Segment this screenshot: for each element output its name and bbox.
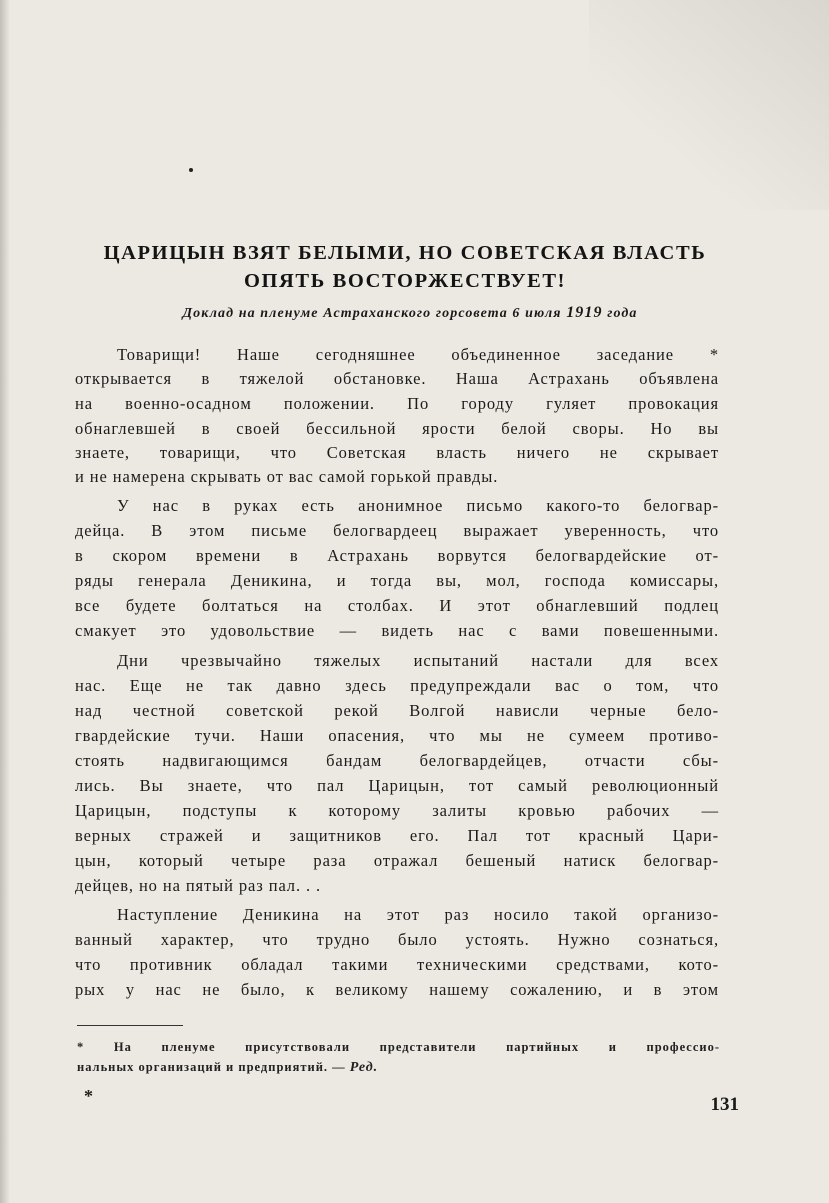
body-line: Товарищи! Наше сегодняшнее объединенное заседание * (117, 345, 719, 364)
chapter-title-line-2: ОПЯТЬ ВОСТОРЖЕСТВУЕТ! (243, 270, 567, 292)
subtitle-suffix: года (607, 306, 638, 321)
body-line: обнаглевшей в своей бессильной ярости белой своры. Но вы (75, 419, 719, 438)
body-line: что противник обладал такими техническими средствами, кото- (75, 955, 719, 974)
body-line: верных стражей и защитников его. Пал тот красный Цари- (75, 826, 719, 845)
body-line: над честной советской рекой Волгой нависли черные бело- (75, 701, 719, 720)
body-line: дейца. В этом письме белогвардеец выражает уверенность, что (75, 521, 719, 540)
body-line: гвардейские тучи. Наши опасения, что мы не сумеем противо- (75, 726, 719, 745)
body-line: все будете болтаться на столбах. И этот обнаглевший подлец (75, 596, 719, 615)
page-number: 131 (710, 1094, 739, 1115)
body-line: и не намерена скрывать от вас самой горькой правды. (75, 467, 499, 486)
footnote-text: нальных организаций и предприятий. — (77, 1060, 346, 1074)
spine-shadow (0, 0, 10, 1203)
subtitle-year: 1919 (566, 304, 603, 321)
body-line: цын, который четыре раза отражал бешеный натиск белогвар- (75, 851, 719, 870)
body-line: Наступление Деникина на этот раз носило такой организо- (117, 905, 719, 924)
body-line: Дни чрезвычайно тяжелых испытаний настали для всех (117, 651, 719, 670)
body-line: дейцев, но на пятый раз пал. . . (75, 876, 322, 895)
body-line: смакует это удовольствие — видеть нас с вами повешенными. (75, 621, 719, 640)
footnote-editor: Ред. (349, 1060, 379, 1075)
speck-mark (189, 168, 193, 172)
chapter-subtitle (60, 304, 760, 322)
footnote-rule (77, 1025, 183, 1026)
body-line: рых у нас не было, к великому нашему сожалению, и в этом (75, 980, 719, 999)
body-line: нас. Еще не так давно здесь предупреждали вас о том, что (75, 676, 719, 695)
bleed-through-shading (589, 0, 829, 210)
footnote-line: * На пленуме присутствовали представители партийных и профессио- (77, 1040, 720, 1054)
body-line: ванный характер, что трудно было устоять. Нужно сознаться, (75, 930, 719, 949)
body-line: на военно-осадном положении. По городу гуляет провокация (75, 394, 719, 413)
body-line: знаете, товарищи, что Советская власть ничего не скрывает (75, 443, 719, 462)
body-line: ряды генерала Деникина, и тогда вы, мол, господа комиссары, (75, 571, 719, 590)
chapter-title-line-1: ЦАРИЦЫН ВЗЯТ БЕЛЫМИ, НО СОВЕТСКАЯ ВЛАСТЬ (103, 242, 707, 264)
body-line: У нас в руках есть анонимное письмо какого-то белогвар- (117, 496, 719, 515)
body-line: в скором времени в Астрахань ворвутся белогвардейские от- (75, 546, 719, 565)
footnote-line (77, 1058, 720, 1076)
body-line: лись. Вы знаете, что пал Царицын, тот самый революционный (75, 776, 719, 795)
body-line: Царицын, подступы к которому залиты кровью рабочих — (75, 801, 719, 820)
body-line: стоять надвигающимся бандам белогвардейцев, отчасти сбы- (75, 751, 719, 770)
body-line: открывается в тяжелой обстановке. Наша Астрахань объявлена (75, 369, 719, 388)
subtitle-text: Доклад на пленуме Астраханского горсовета 6 июля (182, 306, 562, 321)
bottom-mark: * (84, 1086, 93, 1106)
